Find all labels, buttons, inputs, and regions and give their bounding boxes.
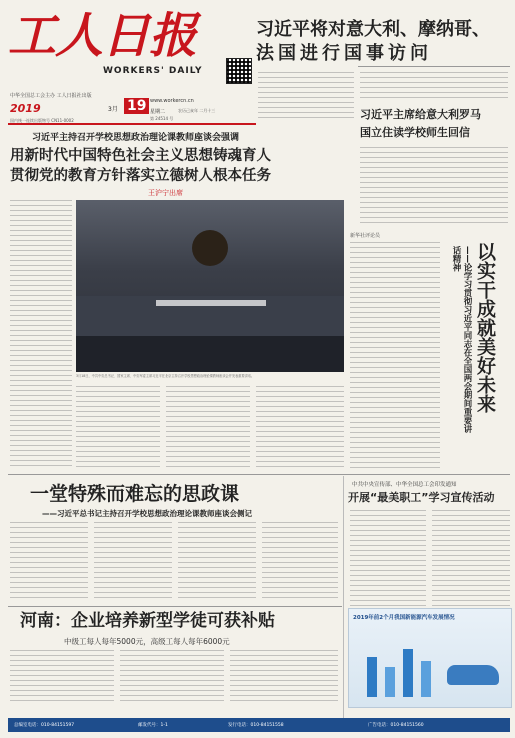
ad-car-icon bbox=[447, 665, 499, 685]
commentary bbox=[348, 232, 510, 472]
second-story-text-col1 bbox=[10, 522, 88, 602]
ad-title: 2019年前2个月我国新能源汽车发展情况 bbox=[353, 615, 455, 621]
divider-1 bbox=[8, 474, 510, 475]
issn-line: 国内统一连续出版物号 CN11-0002 bbox=[10, 118, 74, 123]
org-line: 中华全国总工会主办 工人日报社出版 bbox=[10, 93, 92, 99]
right-bottom-text-1 bbox=[350, 510, 426, 606]
weekday: 星期二 bbox=[150, 109, 166, 115]
date-day: 19 bbox=[124, 98, 149, 114]
top-headline bbox=[256, 18, 506, 66]
commentary-subtitle: ——论学习贯彻习近平同志在全国两会期间重要讲话精神 bbox=[451, 246, 472, 433]
right-bottom-text-2 bbox=[432, 510, 510, 606]
top-article-text bbox=[258, 72, 354, 118]
ad-bar-4 bbox=[421, 661, 431, 697]
ad-bar-1 bbox=[367, 657, 377, 697]
footer-item-1: 邮发代号：1-1 bbox=[138, 723, 168, 728]
right-top-text bbox=[360, 72, 508, 102]
photo-foreground bbox=[76, 336, 344, 372]
date-month: 3月 bbox=[108, 106, 118, 113]
masthead-logo: 工人日报 bbox=[8, 8, 197, 64]
footer-item-3: 广告电话：010-84151560 bbox=[368, 723, 424, 728]
right-bottom-kicker: 中共中央宣传部、中华全国总工会印发通知 bbox=[352, 482, 457, 488]
second-story-text-col3 bbox=[178, 522, 256, 602]
second-story-text-col4 bbox=[262, 522, 338, 602]
main-headline-1: 用新时代中国特色社会主义思想铸魂育人 bbox=[10, 148, 271, 164]
right-story-title-2: 国立住读学校师生回信 bbox=[360, 126, 470, 139]
footer-item-2: 发行电话：010-84151558 bbox=[228, 723, 284, 728]
main-photo bbox=[76, 200, 344, 372]
photo-caption: 3月18日，中共中央总书记、国家主席、中央军委主席习近平在北京主持召开学校思想政治理论课教师座谈会并发表重要讲话。 bbox=[76, 374, 255, 378]
ad-bar-2 bbox=[385, 667, 395, 697]
main-story-text-col3 bbox=[166, 386, 250, 470]
footer-item-0: 总编室电话：010-84151597 bbox=[14, 723, 75, 728]
right-story-text bbox=[360, 147, 508, 225]
masthead-rule bbox=[8, 123, 256, 125]
photo-person bbox=[192, 230, 228, 266]
second-story-subtitle: ——习近平总书记主持召开学校思想政治理论课教师座谈会侧记 bbox=[42, 509, 252, 518]
lunar-date: 农历己亥年 二月十三 bbox=[178, 108, 216, 113]
henan-title: 河南：企业培养新型学徒可获补贴 bbox=[20, 611, 275, 631]
main-story-text-col1 bbox=[10, 200, 72, 470]
ad-bar-3 bbox=[403, 649, 413, 697]
main-story-text-col2 bbox=[76, 386, 160, 470]
website[interactable]: www.workercn.cn bbox=[150, 98, 194, 104]
right-story-title-1: 习近平主席给意大利罗马 bbox=[360, 108, 481, 121]
commentary-tag: 新华社评论员 bbox=[350, 233, 381, 239]
second-story-title: 一堂特殊而难忘的思政课 bbox=[30, 483, 240, 505]
divider-vertical bbox=[343, 476, 344, 718]
masthead bbox=[8, 6, 258, 124]
ad-box bbox=[348, 608, 512, 708]
date-year: 2019 bbox=[10, 102, 41, 115]
henan-text-col3 bbox=[230, 650, 338, 704]
top-headline-line1: 习近平将对意大利、摩纳哥、 bbox=[256, 19, 490, 40]
divider-2 bbox=[8, 606, 342, 607]
main-kicker: 习近平主持召开学校思想政治理论课教师座谈会强调 bbox=[32, 133, 240, 143]
masthead-logo-en: WORKERS' DAILY bbox=[103, 66, 203, 76]
commentary-text bbox=[350, 242, 440, 470]
main-byline: 王沪宁出席 bbox=[148, 189, 183, 197]
henan-subtitle: 中级工每人每年5000元，高级工每人每年6000元 bbox=[64, 637, 230, 646]
issue-number: 第 24514 号 bbox=[150, 116, 174, 121]
second-story-text-col2 bbox=[94, 522, 172, 602]
top-headline-line2: 法国进行国事访问 bbox=[256, 43, 432, 64]
commentary-title: 以实干成就美好未来 bbox=[474, 242, 496, 413]
right-bottom-title: 开展“最美职工”学习宣传活动 bbox=[348, 491, 495, 504]
main-story-text-col4 bbox=[256, 386, 344, 470]
photo-desk-sheet bbox=[156, 300, 266, 306]
henan-text-col1 bbox=[10, 650, 114, 704]
main-headline-2: 贯彻党的教育方针落实立德树人根本任务 bbox=[10, 168, 271, 184]
footer bbox=[8, 718, 510, 732]
qr-code-icon bbox=[226, 58, 252, 84]
henan-text-col2 bbox=[120, 650, 224, 704]
